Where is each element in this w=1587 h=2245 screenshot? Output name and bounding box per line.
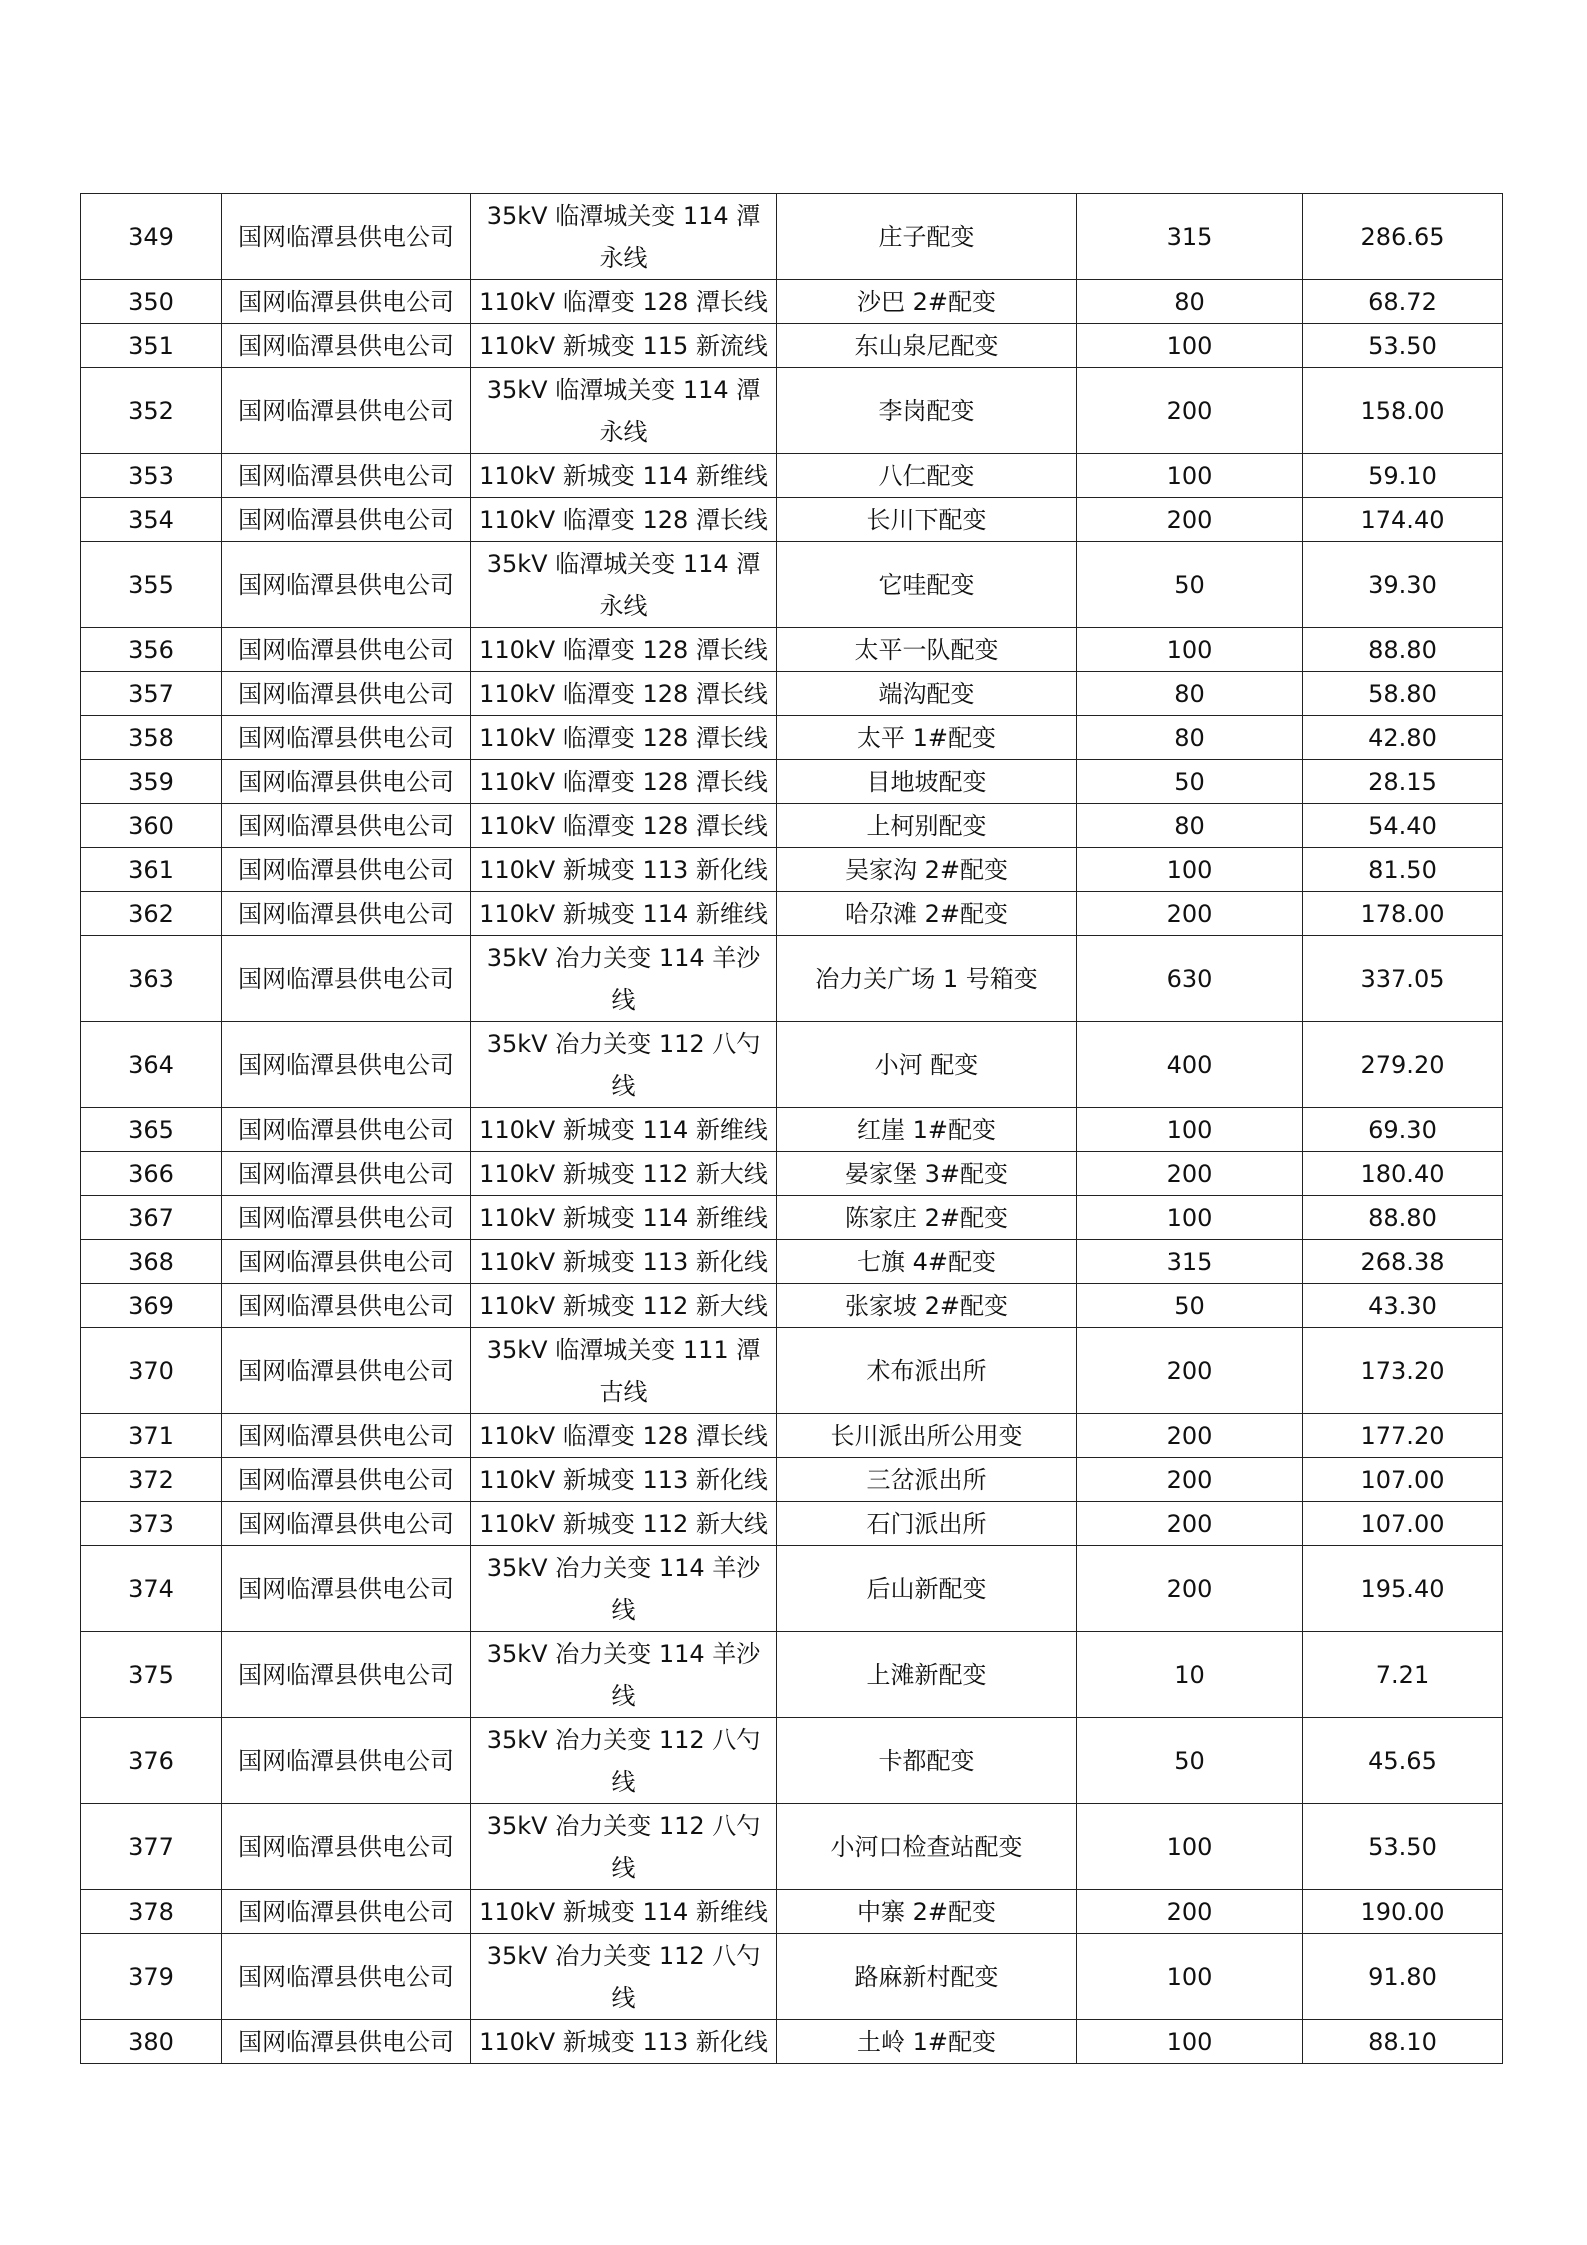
row-number-cell: 355	[81, 542, 222, 628]
company-cell: 国网临潭县供电公司	[222, 324, 471, 368]
capacity-cell: 200	[1077, 1890, 1303, 1934]
value-cell: 190.00	[1303, 1890, 1503, 1934]
line-text-part: 110kV 临潭变 128 潭长线	[479, 767, 768, 796]
company-cell: 国网临潭县供电公司	[222, 498, 471, 542]
company-cell: 国网临潭县供电公司	[222, 1022, 471, 1108]
line-text-part: 110kV 临潭变 128 潭长线	[479, 287, 768, 316]
value-cell: 195.40	[1303, 1546, 1503, 1632]
value-cell: 178.00	[1303, 892, 1503, 936]
row-number-cell: 365	[81, 1108, 222, 1152]
line-text-part: 110kV 新城变 113 新化线	[479, 1247, 768, 1276]
row-number-cell: 379	[81, 1934, 222, 2020]
line-text-part: 线	[611, 985, 636, 1014]
transformer-name-cell: 端沟配变	[777, 672, 1077, 716]
company-cell: 国网临潭县供电公司	[222, 760, 471, 804]
capacity-cell: 630	[1077, 936, 1303, 1022]
transformer-name-cell: 哈尕滩 2#配变	[777, 892, 1077, 936]
transformer-name-cell: 八仁配变	[777, 454, 1077, 498]
transformer-name-cell: 卡都配变	[777, 1718, 1077, 1804]
table-row	[81, 1414, 1503, 1458]
row-number-cell: 376	[81, 1718, 222, 1804]
line-text-part: 110kV 新城变 114 新维线	[479, 899, 768, 928]
transformer-name-cell: 晏家堡 3#配变	[777, 1152, 1077, 1196]
transformer-name-cell: 土岭 1#配变	[777, 2020, 1077, 2064]
company-cell: 国网临潭县供电公司	[222, 936, 471, 1022]
line-text-part: 永线	[599, 243, 648, 272]
table-row	[81, 542, 1503, 628]
row-number-cell: 369	[81, 1284, 222, 1328]
table-row	[81, 1632, 1503, 1718]
company-cell: 国网临潭县供电公司	[222, 542, 471, 628]
value-cell: 337.05	[1303, 936, 1503, 1022]
company-cell: 国网临潭县供电公司	[222, 1108, 471, 1152]
row-number-cell: 370	[81, 1328, 222, 1414]
row-number-cell: 375	[81, 1632, 222, 1718]
value-cell: 268.38	[1303, 1240, 1503, 1284]
value-cell: 7.21	[1303, 1632, 1503, 1718]
table-row	[81, 628, 1503, 672]
company-cell: 国网临潭县供电公司	[222, 1196, 471, 1240]
table-row	[81, 760, 1503, 804]
line-text-part: 线	[611, 1071, 636, 1100]
row-number-cell: 374	[81, 1546, 222, 1632]
table-row	[81, 454, 1503, 498]
transformer-name-cell: 它哇配变	[777, 542, 1077, 628]
value-cell: 42.80	[1303, 716, 1503, 760]
line-text-part: 35kV 临潭城关变 111 潭	[486, 1335, 761, 1364]
row-number-cell: 364	[81, 1022, 222, 1108]
transformer-name-cell: 石门派出所	[777, 1502, 1077, 1546]
line-text-part: 古线	[599, 1377, 648, 1406]
line-text-part: 线	[611, 1595, 636, 1624]
capacity-cell: 200	[1077, 1502, 1303, 1546]
capacity-cell: 200	[1077, 498, 1303, 542]
company-cell: 国网临潭县供电公司	[222, 1718, 471, 1804]
company-cell: 国网临潭县供电公司	[222, 280, 471, 324]
table-row	[81, 1718, 1503, 1804]
transformer-name-cell: 李岗配变	[777, 368, 1077, 454]
value-cell: 45.65	[1303, 1718, 1503, 1804]
line-cell	[471, 194, 777, 280]
line-text-part: 35kV 临潭城关变 114 潭	[486, 375, 761, 404]
capacity-cell: 100	[1077, 1934, 1303, 2020]
transformer-name-cell: 太平一队配变	[777, 628, 1077, 672]
value-cell: 43.30	[1303, 1284, 1503, 1328]
line-cell	[471, 804, 777, 848]
value-cell: 53.50	[1303, 1804, 1503, 1890]
value-cell: 53.50	[1303, 324, 1503, 368]
table-row	[81, 1108, 1503, 1152]
line-text-part: 110kV 新城变 115 新流线	[479, 331, 768, 360]
transformer-name-cell: 冶力关广场 1 号箱变	[777, 936, 1077, 1022]
line-cell	[471, 1718, 777, 1804]
line-cell	[471, 1196, 777, 1240]
capacity-cell: 10	[1077, 1632, 1303, 1718]
value-cell: 107.00	[1303, 1458, 1503, 1502]
company-cell: 国网临潭县供电公司	[222, 892, 471, 936]
line-cell	[471, 1458, 777, 1502]
row-number-cell: 366	[81, 1152, 222, 1196]
transformer-name-cell: 张家坡 2#配变	[777, 1284, 1077, 1328]
table-row	[81, 672, 1503, 716]
line-cell	[471, 1284, 777, 1328]
line-text-part: 110kV 新城变 114 新维线	[479, 461, 768, 490]
table-row	[81, 1240, 1503, 1284]
value-cell: 286.65	[1303, 194, 1503, 280]
company-cell: 国网临潭县供电公司	[222, 1152, 471, 1196]
table-row	[81, 1934, 1503, 2020]
table-row	[81, 2020, 1503, 2064]
company-cell: 国网临潭县供电公司	[222, 368, 471, 454]
row-number-cell: 378	[81, 1890, 222, 1934]
line-text-part: 线	[611, 1681, 636, 1710]
capacity-cell: 80	[1077, 280, 1303, 324]
row-number-cell: 358	[81, 716, 222, 760]
line-text-part: 110kV 临潭变 128 潭长线	[479, 505, 768, 534]
line-text-part: 线	[611, 1983, 636, 2012]
line-text-part: 35kV 冶力关变 112 八勺	[486, 1725, 761, 1754]
row-number-cell: 350	[81, 280, 222, 324]
value-cell: 88.10	[1303, 2020, 1503, 2064]
line-cell	[471, 1546, 777, 1632]
capacity-cell: 100	[1077, 848, 1303, 892]
row-number-cell: 352	[81, 368, 222, 454]
value-cell: 180.40	[1303, 1152, 1503, 1196]
company-cell: 国网临潭县供电公司	[222, 1804, 471, 1890]
table-row	[81, 1196, 1503, 1240]
line-cell	[471, 542, 777, 628]
capacity-cell: 50	[1077, 760, 1303, 804]
table-row	[81, 716, 1503, 760]
transformer-name-cell: 陈家庄 2#配变	[777, 1196, 1077, 1240]
transformer-name-cell: 上滩新配变	[777, 1632, 1077, 1718]
company-cell: 国网临潭县供电公司	[222, 194, 471, 280]
table-row	[81, 1890, 1503, 1934]
value-cell: 68.72	[1303, 280, 1503, 324]
line-cell	[471, 324, 777, 368]
line-cell	[471, 1890, 777, 1934]
line-text-part: 110kV 新城变 113 新化线	[479, 855, 768, 884]
transformer-name-cell: 后山新配变	[777, 1546, 1077, 1632]
line-text-part: 35kV 冶力关变 112 八勺	[486, 1811, 761, 1840]
line-text-part: 35kV 临潭城关变 114 潭	[486, 549, 761, 578]
capacity-cell: 80	[1077, 672, 1303, 716]
row-number-cell: 361	[81, 848, 222, 892]
transformer-name-cell: 路麻新村配变	[777, 1934, 1077, 2020]
table-row	[81, 324, 1503, 368]
capacity-cell: 200	[1077, 1546, 1303, 1632]
transformer-table	[80, 193, 1503, 2064]
capacity-cell: 400	[1077, 1022, 1303, 1108]
line-cell	[471, 498, 777, 542]
table-row	[81, 1804, 1503, 1890]
row-number-cell: 373	[81, 1502, 222, 1546]
capacity-cell: 200	[1077, 1458, 1303, 1502]
capacity-cell: 100	[1077, 324, 1303, 368]
line-text-part: 110kV 临潭变 128 潭长线	[479, 679, 768, 708]
table-row	[81, 498, 1503, 542]
capacity-cell: 100	[1077, 454, 1303, 498]
table-row	[81, 1328, 1503, 1414]
transformer-name-cell: 三岔派出所	[777, 1458, 1077, 1502]
line-cell	[471, 1152, 777, 1196]
capacity-cell: 100	[1077, 2020, 1303, 2064]
line-text-part: 110kV 临潭变 128 潭长线	[479, 1421, 768, 1450]
transformer-name-cell: 东山泉尼配变	[777, 324, 1077, 368]
company-cell: 国网临潭县供电公司	[222, 1414, 471, 1458]
value-cell: 107.00	[1303, 1502, 1503, 1546]
transformer-name-cell: 上柯别配变	[777, 804, 1077, 848]
transformer-name-cell: 庄子配变	[777, 194, 1077, 280]
line-cell	[471, 1240, 777, 1284]
row-number-cell: 362	[81, 892, 222, 936]
value-cell: 39.30	[1303, 542, 1503, 628]
transformer-name-cell: 小河口检查站配变	[777, 1804, 1077, 1890]
transformer-name-cell: 术布派出所	[777, 1328, 1077, 1414]
row-number-cell: 356	[81, 628, 222, 672]
company-cell: 国网临潭县供电公司	[222, 1546, 471, 1632]
company-cell: 国网临潭县供电公司	[222, 2020, 471, 2064]
value-cell: 173.20	[1303, 1328, 1503, 1414]
table-row	[81, 1458, 1503, 1502]
table-row	[81, 1546, 1503, 1632]
company-cell: 国网临潭县供电公司	[222, 1502, 471, 1546]
capacity-cell: 200	[1077, 1152, 1303, 1196]
row-number-cell: 354	[81, 498, 222, 542]
row-number-cell: 372	[81, 1458, 222, 1502]
transformer-name-cell: 小河 配变	[777, 1022, 1077, 1108]
company-cell: 国网临潭县供电公司	[222, 672, 471, 716]
transformer-name-cell: 目地坡配变	[777, 760, 1077, 804]
table-row	[81, 368, 1503, 454]
capacity-cell: 100	[1077, 1108, 1303, 1152]
company-cell: 国网临潭县供电公司	[222, 1890, 471, 1934]
capacity-cell: 80	[1077, 716, 1303, 760]
capacity-cell: 50	[1077, 1284, 1303, 1328]
line-cell	[471, 936, 777, 1022]
value-cell: 279.20	[1303, 1022, 1503, 1108]
line-text-part: 35kV 冶力关变 114 羊沙	[486, 943, 761, 972]
line-text-part: 110kV 临潭变 128 潭长线	[479, 723, 768, 752]
value-cell: 69.30	[1303, 1108, 1503, 1152]
line-cell	[471, 892, 777, 936]
company-cell: 国网临潭县供电公司	[222, 1458, 471, 1502]
line-text-part: 110kV 新城变 113 新化线	[479, 2027, 768, 2056]
capacity-cell: 50	[1077, 1718, 1303, 1804]
company-cell: 国网临潭县供电公司	[222, 1328, 471, 1414]
capacity-cell: 200	[1077, 892, 1303, 936]
row-number-cell: 353	[81, 454, 222, 498]
company-cell: 国网临潭县供电公司	[222, 1240, 471, 1284]
line-text-part: 110kV 新城变 112 新大线	[479, 1509, 768, 1538]
capacity-cell: 315	[1077, 194, 1303, 280]
line-cell	[471, 1934, 777, 2020]
capacity-cell: 315	[1077, 1240, 1303, 1284]
line-cell	[471, 760, 777, 804]
line-cell	[471, 280, 777, 324]
line-text-part: 35kV 冶力关变 112 八勺	[486, 1941, 761, 1970]
line-cell	[471, 848, 777, 892]
line-cell	[471, 2020, 777, 2064]
company-cell: 国网临潭县供电公司	[222, 1284, 471, 1328]
company-cell: 国网临潭县供电公司	[222, 716, 471, 760]
line-text-part: 永线	[599, 417, 648, 446]
row-number-cell: 349	[81, 194, 222, 280]
row-number-cell: 351	[81, 324, 222, 368]
table-row	[81, 848, 1503, 892]
table-row	[81, 280, 1503, 324]
table-body	[81, 194, 1503, 2064]
table-row	[81, 1502, 1503, 1546]
value-cell: 174.40	[1303, 498, 1503, 542]
value-cell: 88.80	[1303, 628, 1503, 672]
capacity-cell: 100	[1077, 1196, 1303, 1240]
line-cell	[471, 1022, 777, 1108]
value-cell: 177.20	[1303, 1414, 1503, 1458]
table-row	[81, 1152, 1503, 1196]
value-cell: 88.80	[1303, 1196, 1503, 1240]
line-cell	[471, 1328, 777, 1414]
table-row	[81, 1284, 1503, 1328]
line-cell	[471, 368, 777, 454]
row-number-cell: 368	[81, 1240, 222, 1284]
row-number-cell: 377	[81, 1804, 222, 1890]
capacity-cell: 200	[1077, 1328, 1303, 1414]
table-row	[81, 936, 1503, 1022]
line-cell	[471, 1804, 777, 1890]
table-row	[81, 892, 1503, 936]
value-cell: 58.80	[1303, 672, 1503, 716]
transformer-name-cell: 中寨 2#配变	[777, 1890, 1077, 1934]
company-cell: 国网临潭县供电公司	[222, 628, 471, 672]
transformer-name-cell: 七旗 4#配变	[777, 1240, 1077, 1284]
line-cell	[471, 1108, 777, 1152]
transformer-name-cell: 红崖 1#配变	[777, 1108, 1077, 1152]
line-text-part: 110kV 新城变 114 新维线	[479, 1897, 768, 1926]
line-text-part: 110kV 临潭变 128 潭长线	[479, 635, 768, 664]
company-cell: 国网临潭县供电公司	[222, 1934, 471, 2020]
row-number-cell: 380	[81, 2020, 222, 2064]
transformer-name-cell: 沙巴 2#配变	[777, 280, 1077, 324]
transformer-name-cell: 长川下配变	[777, 498, 1077, 542]
value-cell: 81.50	[1303, 848, 1503, 892]
line-text-part: 35kV 临潭城关变 114 潭	[486, 201, 761, 230]
company-cell: 国网临潭县供电公司	[222, 804, 471, 848]
line-text-part: 110kV 临潭变 128 潭长线	[479, 811, 768, 840]
row-number-cell: 367	[81, 1196, 222, 1240]
row-number-cell: 359	[81, 760, 222, 804]
capacity-cell: 200	[1077, 1414, 1303, 1458]
value-cell: 54.40	[1303, 804, 1503, 848]
capacity-cell: 200	[1077, 368, 1303, 454]
line-text-part: 线	[611, 1853, 636, 1882]
value-cell: 158.00	[1303, 368, 1503, 454]
line-cell	[471, 1502, 777, 1546]
line-cell	[471, 454, 777, 498]
transformer-name-cell: 长川派出所公用变	[777, 1414, 1077, 1458]
line-cell	[471, 1632, 777, 1718]
table-row	[81, 194, 1503, 280]
table-row	[81, 1022, 1503, 1108]
table-row	[81, 804, 1503, 848]
line-cell	[471, 628, 777, 672]
capacity-cell: 80	[1077, 804, 1303, 848]
value-cell: 28.15	[1303, 760, 1503, 804]
line-text-part: 35kV 冶力关变 114 羊沙	[486, 1553, 761, 1582]
line-text-part: 110kV 新城变 114 新维线	[479, 1203, 768, 1232]
value-cell: 91.80	[1303, 1934, 1503, 2020]
row-number-cell: 363	[81, 936, 222, 1022]
line-cell	[471, 672, 777, 716]
line-cell	[471, 1414, 777, 1458]
row-number-cell: 360	[81, 804, 222, 848]
line-cell	[471, 716, 777, 760]
line-text-part: 35kV 冶力关变 112 八勺	[486, 1029, 761, 1058]
capacity-cell: 100	[1077, 628, 1303, 672]
company-cell: 国网临潭县供电公司	[222, 454, 471, 498]
capacity-cell: 50	[1077, 542, 1303, 628]
row-number-cell: 371	[81, 1414, 222, 1458]
line-text-part: 35kV 冶力关变 114 羊沙	[486, 1639, 761, 1668]
line-text-part: 线	[611, 1767, 636, 1796]
company-cell: 国网临潭县供电公司	[222, 1632, 471, 1718]
line-text-part: 110kV 新城变 114 新维线	[479, 1115, 768, 1144]
transformer-name-cell: 吴家沟 2#配变	[777, 848, 1077, 892]
company-cell: 国网临潭县供电公司	[222, 848, 471, 892]
line-text-part: 110kV 新城变 113 新化线	[479, 1465, 768, 1494]
row-number-cell: 357	[81, 672, 222, 716]
transformer-name-cell: 太平 1#配变	[777, 716, 1077, 760]
line-text-part: 110kV 新城变 112 新大线	[479, 1159, 768, 1188]
capacity-cell: 100	[1077, 1804, 1303, 1890]
value-cell: 59.10	[1303, 454, 1503, 498]
line-text-part: 110kV 新城变 112 新大线	[479, 1291, 768, 1320]
line-text-part: 永线	[599, 591, 648, 620]
